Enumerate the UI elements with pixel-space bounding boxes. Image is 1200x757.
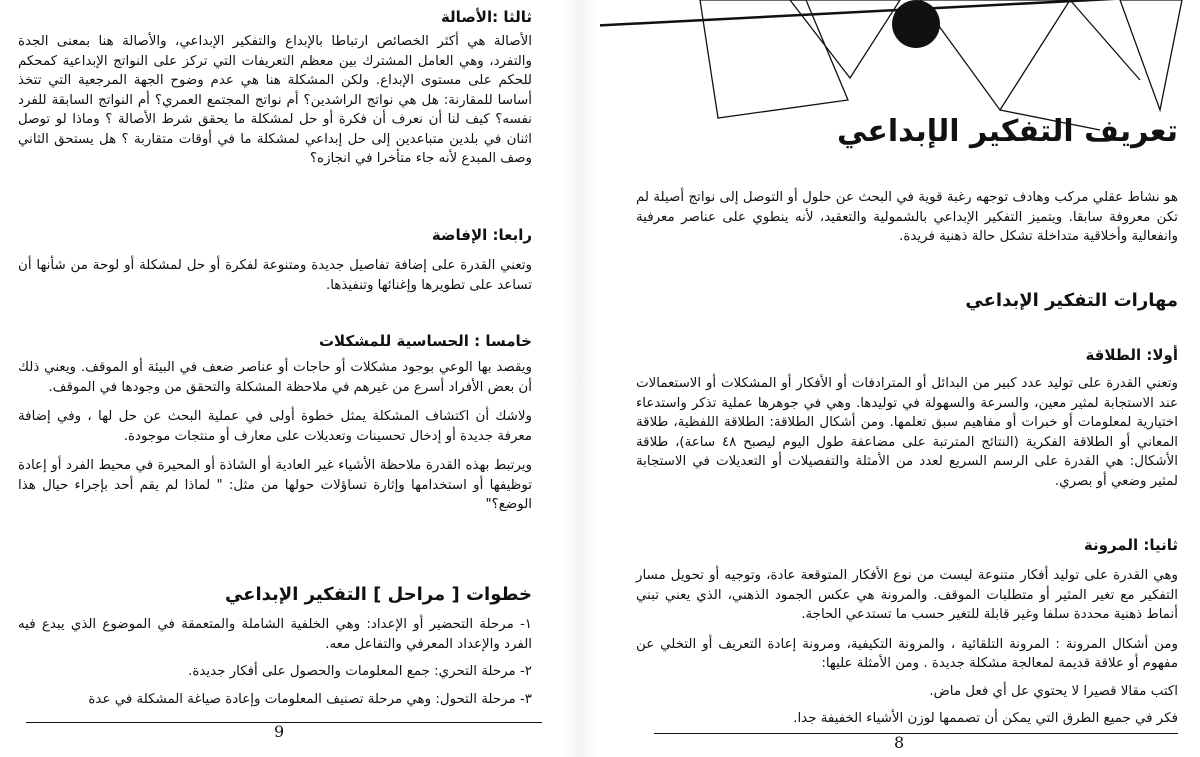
sensitivity-section xyxy=(18,332,532,515)
fluency-section xyxy=(636,346,1178,491)
main-title-text: تعريف التفكير الإبداعي xyxy=(836,114,1178,149)
flexibility-heading: ثانيا: المرونة xyxy=(1083,536,1178,554)
flexibility-example-1: اكتب مقالا قصيرا لا يحتوي عل أي فعل ماض. xyxy=(929,683,1178,699)
elaboration-heading: رابعا: الإفاضة xyxy=(431,226,532,244)
main-title xyxy=(636,114,1178,149)
stage-item-1: ١- مرحلة التحضير أو الإعداد: وهي الخلفية الشاملة والمتعمقة في الموضوع الذي يبدع فيه الفرد والإعداد المعرفي والتفاعل معه. xyxy=(18,617,532,652)
stage-item-2: ٢- مرحلة التحري: جمع المعلومات والحصول على أفكار جديدة. xyxy=(188,664,532,679)
page-number-right: 8 xyxy=(894,733,905,752)
originality-heading: ثالثا :الأصالة xyxy=(440,8,532,26)
flexibility-example-2: فكر في جميع الطرق التي يمكن أن تصممها لوزن الأشياء الخفيفة جدا. xyxy=(793,711,1178,726)
fluency-heading: أولا: الطلاقة xyxy=(1085,346,1178,364)
stage-item-3: ٣- مرحلة التحول: وهي مرحلة تصنيف المعلومات وإعادة صياغة المشكلة في عدة xyxy=(88,691,532,707)
sensitivity-body-1: ويقصد بها الوعي بوجود مشكلات أو حاجات أو عناصر ضعف في البيئة أو الموقف. ويعني ذلك أن بعض الأفراد أسرع من غيرهم في ملاحظة المشكلة والتحقق من وجودها في الموقف. xyxy=(18,360,532,395)
elaboration-body: وتعني القدرة على إضافة تفاصيل جديدة ومتنوعة لفكرة أو حل لمشكلة أو لوحة من شأنها أن تساعد على تطويرها وإغنائها وتنفيذها. xyxy=(18,258,532,293)
footer-rule-right xyxy=(654,733,1178,734)
originality-body: الأصالة هي أكثر الخصائص ارتباطا بالإبداع والتفكير الإبداعي، والأصالة هنا بمعنى الجدة والتفرد، وهي العامل المشترك بين معظم التعريفات التي تركز على النواتج الإبداعية كمحكم للحكم على مستوى الإبداع. ولكن المشكلة هنا هي عدم وضوح الجهة المرجعية التي تتخذ أساسا للمقارنة: هل هي نواتج الراشدين؟ أم نواتج المجتمع العمري؟ أم النواتج السابقة للفرد نفسه؟ كيف لنا أن نعرف أن فكرة أو حل لمشكلة ما يحقق شرط الأصالة ؟ وماذا لو توصل اثنان في بلدين متباعدين إلى حل إبداعي لمشكلة ما في أوقات متقاربة ؟ هل يستحق الثاني وصف المبدع لأنه جاء متأخرا في انجازه؟ xyxy=(18,34,532,166)
originality-section xyxy=(18,8,532,169)
sensitivity-body-3: ويرتبط بهذه القدرة ملاحظة الأشياء غير العادية أو الشاذة أو المحيرة في محيط الفرد أو إعادة توظيفها أو استخدامها وإثارة تساؤلات حولها من مثل: " لماذا لم يقم أحد بإجراء حيال هذا الوضع؟" xyxy=(18,458,532,512)
flexibility-body-1: وهي القدرة على توليد أفكار متنوعة ليست من نوع الأفكار المتوقعة عادة، وتوجيه أو تحويل مسار التفكير مع تغير المثير أو متطلبات الموقف. والمرونة هي عكس الجمود الذهني، الذي يعني تبني أنماط ذهنية محددة سلفا وغير قابلة للتغير حسب ما تستدعي الحاجة. xyxy=(636,568,1178,622)
page-number-left: 9 xyxy=(274,722,285,741)
left-page xyxy=(0,0,560,757)
flexibility-body-2: ومن أشكال المرونة : المرونة التلقائية ، والمرونة التكيفية، ومرونة إعادة التعريف أو التخلي عن مفهوم أو علاقة قديمة لمعالجة مشكلة جديدة . ومن الأمثلة عليها: xyxy=(636,636,1178,671)
decorative-geometric-graphic xyxy=(600,0,1200,190)
skills-title-text: مهارات التفكير الإبداعي xyxy=(965,290,1178,311)
fluency-body: وتعني القدرة على توليد عدد كبير من البدائل أو المترادفات أو الأفكار أو المشكلات أو الاستعمالات عند الاستجابة لمثير معين، والسرعة والسهولة في توليدها. وهي في جوهرها عملية تذكر واستدعاء اختيارية لمعلومات أو خبرات أو مفاهيم سبق تعلمها. ومن أشكال الطلاقة: الطلاقة اللفظية، طلاقة المعاني أو الطلاقة الفكرية (النتائج المترتبة على مضاعفة طول اليوم ليصبح ٤٨ ساعة)، طلاقة الأشكال: هي القدرة على الرسم السريع لعدد من الأمثلة والتفصيلات أو التعديلات في الاستجابة لمثير وضعي أو بصري. xyxy=(636,376,1178,489)
skills-title xyxy=(636,290,1178,311)
right-page xyxy=(600,0,1200,757)
stages-heading: خطوات [ مراحل ] التفكير الإبداعي xyxy=(224,584,532,605)
elaboration-section xyxy=(18,226,532,295)
sensitivity-body-2: ولاشك أن اكتشاف المشكلة يمثل خطوة أولى في عملية البحث عن حل لها ، وفي إضافة معرفة جديدة أو إدخال تحسينات وتعديلات على معارف أو منتجات موجودة. xyxy=(18,409,532,444)
stages-section xyxy=(18,584,532,717)
book-gutter xyxy=(560,0,600,757)
stages-list xyxy=(18,615,532,709)
definition-section xyxy=(636,188,1178,247)
definition-body: هو نشاط عقلي مركب وهادف توجهه رغبة قوية في البحث عن حلول أو التوصل إلى نواتج أصيلة لم تكن معروفة سابقا. ويتميز التفكير الإبداعي بالشمولية والتعقيد، لأنه ينطوي على عناصر معرفية وانفعالية وأخلاقية متداخلة تشكل حالة ذهنية فريدة. xyxy=(636,190,1178,244)
sensitivity-heading: خامسا : الحساسية للمشكلات xyxy=(318,332,532,350)
flexibility-section xyxy=(636,536,1178,737)
